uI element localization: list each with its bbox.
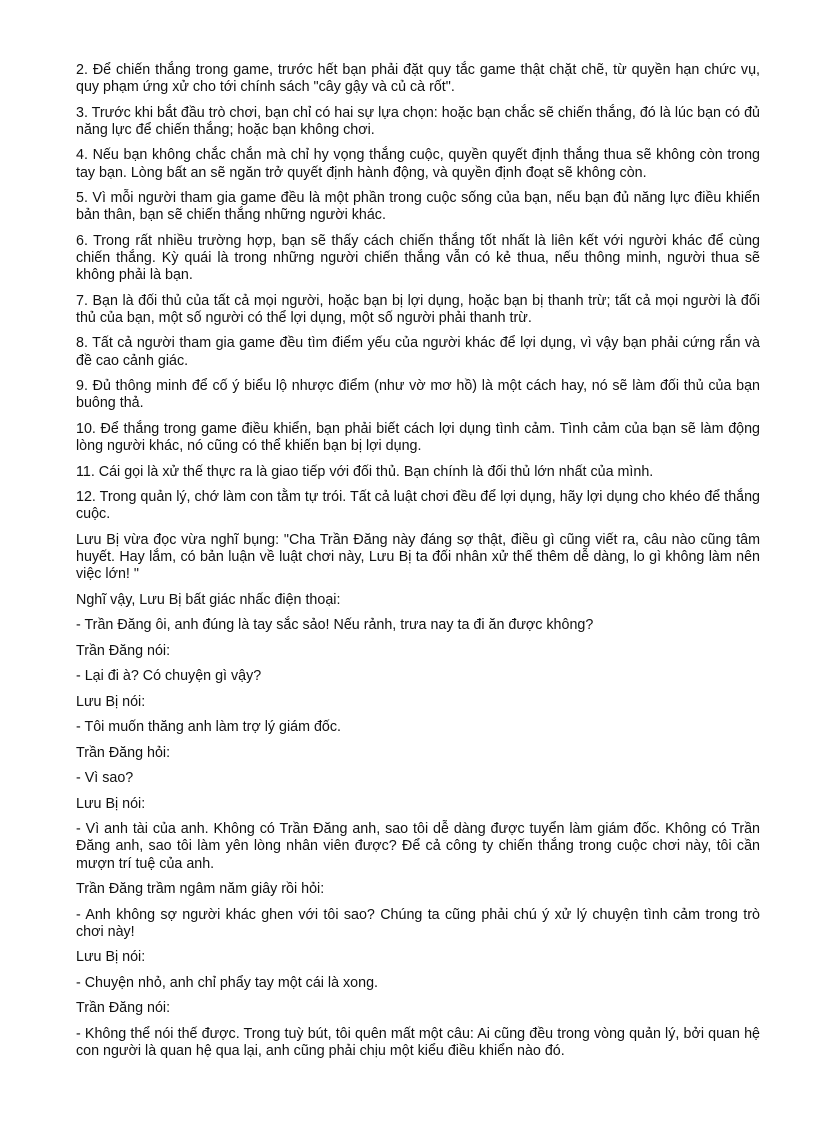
paragraph-rule-4: 4. Nếu bạn không chắc chắn mà chỉ hy vọng thắng cuộc, quyền quyết định thắng thua sẽ không còn trong tay bạn. Lòng bất an sẽ ngăn trở quyết định hành động, và quyền định đoạt sẽ không còn. xyxy=(76,147,760,181)
speaker-line: Trần Đăng hỏi: xyxy=(76,744,171,761)
dialogue-line: - Không thể nói thế được. Trong tuỳ bút, tôi quên mất một câu: Ai cũng đều trong vòng quản lý, bởi quan hệ con người là quan hệ qua lại, anh cũng phải chịu một kiểu điều khiển nào đó. xyxy=(76,1025,760,1059)
dialogue-line: - Vì sao? xyxy=(76,770,134,787)
dialogue-line: - Vì anh tài của anh. Không có Trần Đăng anh, sao tôi dễ dàng được tuyển làm giám đốc. Không có Trần Đăng anh, sao tôi làm yên lòng nhân viên được? Để cả công ty chiến thắng trong cuộc chơi này, tôi cần mượn trí tuệ của anh. xyxy=(76,821,760,872)
paragraph-rule-2: 2. Để chiến thắng trong game, trước hết bạn phải đặt quy tắc game thật chặt chẽ, từ quyền hạn chức vụ, quy phạm ứng xử cho tới chính sách "cây gậy và củ cà rốt". xyxy=(76,62,760,96)
paragraph-rule-5: 5. Vì mỗi người tham gia game đều là một phần trong cuộc sống của bạn, nếu bạn đủ năng lực điều khiển bản thân, bạn sẽ chiến thắng những người khác. xyxy=(76,190,760,224)
speaker-line: Trần Đăng trầm ngâm năm giây rồi hỏi: xyxy=(76,881,325,898)
paragraph-rule-6: 6. Trong rất nhiều trường hợp, bạn sẽ thấy cách chiến thắng tốt nhất là liên kết với người khác để cùng chiến thắng. Kỳ quái là trong những người chiến thắng vẫn có kẻ thua, nếu thông minh, người thua sẽ không phải là bạn. xyxy=(76,232,760,284)
paragraph-narration: Nghĩ vậy, Lưu Bị bất giác nhấc điện thoại: xyxy=(76,591,341,608)
paragraph-rule-8: 8. Tất cả người tham gia game đều tìm điểm yếu của người khác để lợi dụng, vì vậy bạn phải cứng rắn và đề cao cảnh giác. xyxy=(76,335,760,369)
paragraph-rule-7: 7. Bạn là đối thủ của tất cả mọi người, hoặc bạn bị lợi dụng, hoặc bạn bị thanh trừ; tất cả mọi người là đối thủ của bạn, một số người có thể lợi dụng, một số người phải thanh trừ. xyxy=(76,292,760,326)
speaker-line: Lưu Bị nói: xyxy=(76,693,146,710)
dialogue-line: - Lại đi à? Có chuyện gì vậy? xyxy=(76,668,262,685)
paragraph-rule-12: 12. Trong quản lý, chớ làm con tằm tự trói. Tất cả luật chơi đều để lợi dụng, hãy lợi dụng cho khéo để thắng cuộc. xyxy=(76,489,760,523)
paragraph-rule-9: 9. Đủ thông minh để cố ý biểu lộ nhược điểm (như vờ mơ hồ) là một cách hay, nó sẽ làm đối thủ của bạn buông thả. xyxy=(76,378,760,412)
dialogue-line: - Chuyện nhỏ, anh chỉ phẩy tay một cái là xong. xyxy=(76,974,379,991)
dialogue-line: - Anh không sợ người khác ghen với tôi sao? Chúng ta cũng phải chú ý xử lý chuyện tình cảm trong trò chơi này! xyxy=(76,906,760,940)
speaker-line: Trần Đăng nói: xyxy=(76,642,171,659)
dialogue-line: - Tôi muốn thăng anh làm trợ lý giám đốc. xyxy=(76,719,341,736)
paragraph-rule-11: 11. Cái gọi là xử thế thực ra là giao tiếp với đối thủ. Bạn chính là đối thủ lớn nhất của mình. xyxy=(76,463,654,480)
paragraph-rule-10: 10. Để thắng trong game điều khiển, bạn phải biết cách lợi dụng tình cảm. Tình cảm của bạn sẽ làm động lòng người khác, nó cũng có thể khiến bạn bị lợi dụng. xyxy=(76,420,760,455)
speaker-line: Lưu Bị nói: xyxy=(76,795,146,812)
paragraph-rule-3: 3. Trước khi bắt đầu trò chơi, bạn chỉ có hai sự lựa chọn: hoặc bạn chắc sẽ chiến thắng, đó là lúc bạn có đủ năng lực để chiến thắng; hoặc bạn không chơi. xyxy=(76,104,760,138)
dialogue-line: - Trần Đăng ôi, anh đúng là tay sắc sảo! Nếu rảnh, trưa nay ta đi ăn được không? xyxy=(76,617,594,634)
speaker-line: Lưu Bị nói: xyxy=(76,949,146,966)
paragraph-narration: Lưu Bị vừa đọc vừa nghĩ bụng: "Cha Trần Đăng này đáng sợ thật, điều gì cũng viết ra, câu nào cũng tâm huyết. Hay lắm, có bản luận về luật chơi này, Lưu Bị ta đối nhân xử thế thêm dễ dàng, lo gì không làm nên việc lớn! " xyxy=(76,531,760,583)
speaker-line: Trần Đăng nói: xyxy=(76,1000,171,1017)
document-page xyxy=(76,62,760,1068)
